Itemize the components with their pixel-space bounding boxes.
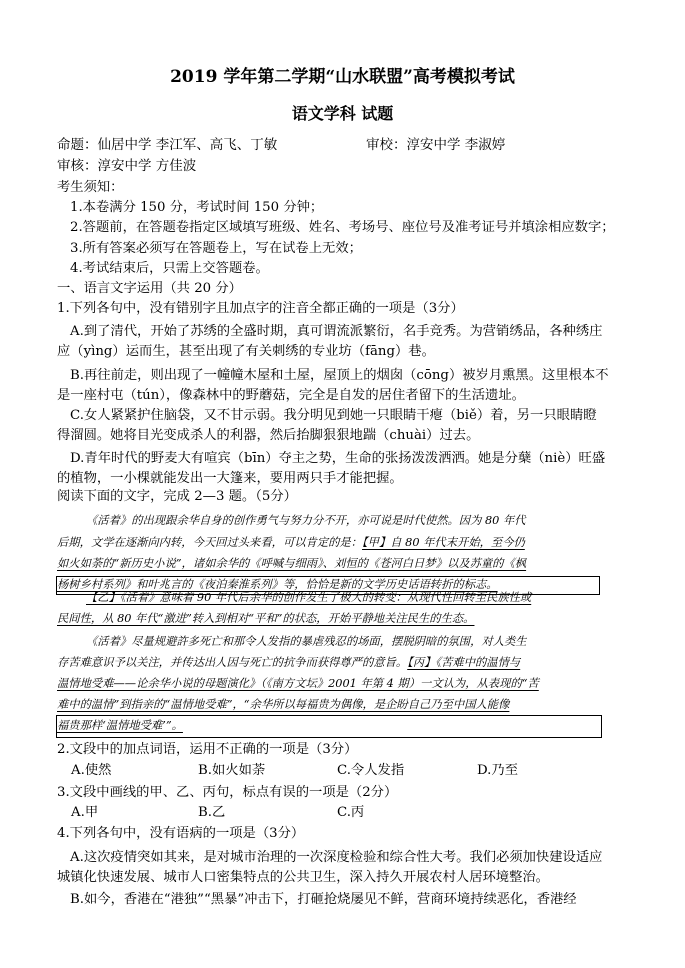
exam-subtitle: 语文学科 试题	[291, 104, 394, 123]
q1-option-d-line: 的植物，一小棵就能发出一大篷来，要用两只手才能把握。	[57, 471, 403, 486]
q1-stem: 1.下列各句中，没有错别字且加点字的注音全都正确的一项是（3分）	[57, 301, 464, 316]
sentence-bing: 【丙】《苦难中的温情与	[407, 656, 521, 669]
notice-item: 4.考试结束后，只需上交答题卷。	[70, 261, 269, 276]
q4-stem: 4.下列各句中，没有语病的一项是（3分）	[57, 826, 305, 841]
notice-item: 3.所有答案必须写在答题卷上，写在试卷上无效；	[70, 241, 362, 256]
q1-option-c-line: C.女人紧紧护住脑袋，又不甘示弱。我分明见到她一只眼睛干瘪（biě）着，另一只眼睛瞪	[70, 408, 597, 423]
q1-option-d-line: D.青年时代的野麦大有喧宾（bīn）夺主之势，生命的张扬泼泼洒洒。她是分蘖（niè）旺盛	[70, 451, 606, 466]
sentence-bing-line: 福贵那样‘温情地受难’”。	[57, 719, 183, 732]
staff-shenhe: 审核：淳安中学 方佳波	[57, 158, 197, 174]
q3-stem: 3.文段中画线的甲、乙、丙句，标点有误的一项是（2分）	[57, 785, 398, 800]
notice-item: 2.答题前，在答题卷指定区域填写班级、姓名、考场号、座位号及准考证号并填涂相应数字；	[70, 220, 615, 235]
q1-option-b-line: B.再往前走，则出现了一幢幢木屋和土屋，屋顶上的烟囱（cōng）被岁月熏黑。这里根本不	[70, 368, 609, 383]
sentence-jia: 【甲】自 80 年代末开始，至今仍	[362, 536, 525, 549]
notice-heading: 考生须知：	[57, 180, 124, 195]
sentence-bing-line: 难中的温情”到指亲的“温情地受难”，“余华所以每福贵为偶像，是企盼自己乃至中国人能像	[57, 698, 510, 711]
passage-text: 后期，文学在逐渐向内转，今天回过头来看，可以肯定的是：	[57, 536, 363, 549]
staff-shenxiao: 审校：淳安中学 李淑婷	[366, 137, 506, 153]
q4-option-a-line: A.这次疫情突如其来，是对城市治理的一次深度检验和综合性大考。我们必须加快建设适应	[70, 850, 603, 865]
q3-option: A.甲	[71, 805, 99, 820]
q1-option-a-line: A.到了清代，开始了苏绣的全盛时期，真可谓流派繁衍，名手竞秀。为营销绣品，各种绣庄	[70, 324, 603, 339]
reading-intro: 阅读下面的文字，完成 2—3 题。（5分）	[57, 489, 297, 504]
passage-line	[57, 657, 520, 668]
q2-option: C.令人发指	[337, 763, 405, 778]
q2-stem: 2.文段中的加点词语，运用不正确的一项是（3分）	[57, 742, 358, 757]
sentence-jia-line: 杨树乡村系列》和叶兆言的《夜泊秦淮系列》等，恰恰是新的文学历史话语转折的标志。	[57, 578, 498, 591]
q4-option-b-line: B.如今，香港在“港独”“黑暴”冲击下，打砸抢烧屡见不鲜，营商环境持续恶化，香港经	[70, 892, 577, 907]
passage-text: 存苦难意识予以关注，并传达出人因与死亡的抗争而获得尊严的意旨。	[57, 656, 408, 669]
q4-option-a-line: 城镇化快速发展、城市人口密集特点的公共卫生，深入持久开展农村人居环境整治。	[57, 870, 549, 885]
staff-mingti: 命题：仙居中学 李江军、高飞、丁敏	[57, 137, 278, 153]
passage-line: 《活着》尽量规避許多死亡和那令人发指的暴虐残忍的场面，摆脱阴暗的氛围，对人类生	[86, 635, 527, 648]
sentence-yi-line: 民间性，从 80 年代“激进”转入到相对“平和”的状态，开始平静地关注民生的生态。	[57, 612, 475, 625]
sentence-bing-line: 温情地受难——论余华小说的母题演化》（《南方文坛》2001 年第 4 期）一文认为，从表现的“苦	[57, 677, 539, 690]
q3-option: C.丙	[337, 805, 365, 820]
q3-option: B.乙	[198, 805, 226, 820]
passage-line	[57, 537, 525, 548]
q2-option: B.如火如荼	[198, 763, 266, 778]
sentence-jia-line: 如火如荼的“新历史小说”，诸如余华的《呼喊与细雨》、刘恒的《苍河白日梦》以及苏童的《枫	[57, 557, 527, 570]
sentence-yi-line: 【乙】《活着》意味着 90 年代后余华的创作发生了极大的转变：从现代性回转至民族性或	[86, 591, 532, 604]
q1-option-b-line: 是一座村屯（tún），像森林中的野蘑菇，完全是自发的居住者留下的生活遗址。	[57, 388, 525, 403]
notice-item: 1.本卷满分 150 分，考试时间 150 分钟；	[70, 200, 324, 215]
boxed-line	[56, 715, 602, 738]
exam-title: 2019 学年第二学期“山水联盟”高考模拟考试	[170, 67, 515, 87]
passage-line: 《活着》的出现跟余华自身的创作勇气与努力分不开，亦可说是时代使然。因为 80 年代	[86, 514, 526, 527]
q1-option-c-line: 得溜圆。她将目光变成杀人的利器，然后抬脚狠狠地踹（chuài）过去。	[57, 428, 480, 443]
q1-option-a-line: 应（yìng）运而生，甚至出现了有关刺绣的专业坊（fāng）巷。	[57, 344, 435, 359]
q2-option: D.乃至	[477, 763, 519, 778]
q2-option: A.使然	[71, 763, 112, 778]
section-heading: 一、语言文字运用（共 20 分）	[57, 281, 242, 296]
